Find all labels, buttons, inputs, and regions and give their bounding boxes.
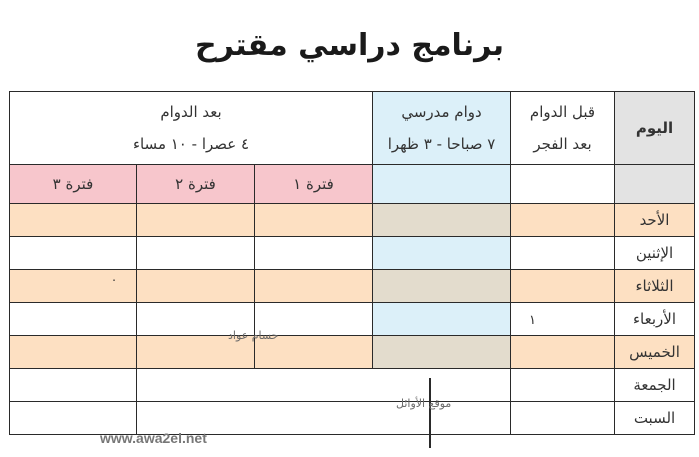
cell: [137, 237, 255, 270]
cell: [137, 204, 255, 237]
period-3: فترة ٣: [10, 165, 137, 204]
table-row: [10, 204, 695, 237]
tuesday-dot: .: [112, 270, 116, 284]
day-tuesday: الثلاثاء: [615, 270, 695, 303]
day-monday: الإثنين: [615, 237, 695, 270]
cell: [511, 204, 615, 237]
header-school-line2: ٧ صباحا - ٣ ظهرا: [387, 135, 496, 153]
cell-merged: [137, 369, 511, 402]
day-friday: الجمعة: [615, 369, 695, 402]
cell: [511, 270, 615, 303]
header-before-line1: قبل الدوام: [529, 103, 596, 121]
table-row: [10, 303, 695, 336]
cell: [373, 336, 511, 369]
wednesday-mark: ١: [529, 313, 536, 328]
cell: [255, 237, 373, 270]
header-row: [10, 92, 695, 165]
day-thursday: الخميس: [615, 336, 695, 369]
cell: [373, 165, 511, 204]
cell: [511, 402, 615, 435]
author-watermark: حسام عواد: [228, 329, 279, 342]
page-title: برنامج دراسي مقترح: [194, 28, 505, 63]
cell: [10, 237, 137, 270]
cell: [373, 237, 511, 270]
cell: [10, 369, 137, 402]
cell: [511, 237, 615, 270]
table-row: [10, 336, 695, 369]
cell: [511, 369, 615, 402]
periods-row: [10, 165, 695, 204]
period-1: فترة ١: [255, 165, 373, 204]
cell: [10, 270, 137, 303]
cell: [373, 204, 511, 237]
cell: [511, 303, 615, 336]
cell: [373, 270, 511, 303]
day-sunday: الأحد: [615, 204, 695, 237]
header-after-line1: بعد الدوام: [160, 103, 222, 121]
table-row: [10, 369, 695, 402]
cell: [137, 270, 255, 303]
cell: [511, 336, 615, 369]
cell: [10, 204, 137, 237]
cell: [10, 303, 137, 336]
table-row: [10, 237, 695, 270]
header-after-line2: ٤ عصرا - ١٠ مساء: [132, 135, 250, 153]
header-day: اليوم: [615, 92, 695, 165]
divider-line: [429, 378, 431, 448]
cell: [615, 165, 695, 204]
cell: [255, 270, 373, 303]
day-saturday: السبت: [615, 402, 695, 435]
cell: [511, 165, 615, 204]
day-wednesday: الأربعاء: [615, 303, 695, 336]
header-school-line1: دوام مدرسي: [401, 103, 482, 121]
header-school: [373, 92, 511, 165]
site-watermark-arabic: موقع الأوائل: [396, 397, 452, 410]
header-after-school: [10, 92, 373, 165]
cell: [255, 204, 373, 237]
table-row: [10, 270, 695, 303]
site-url-watermark: www.awa2el.net: [100, 430, 207, 446]
cell: [373, 303, 511, 336]
header-before-line2: بعد الفجر: [533, 135, 592, 153]
cell: [10, 336, 137, 369]
schedule-table: [9, 91, 695, 435]
period-2: فترة ٢: [137, 165, 255, 204]
header-before-school: [511, 92, 615, 165]
